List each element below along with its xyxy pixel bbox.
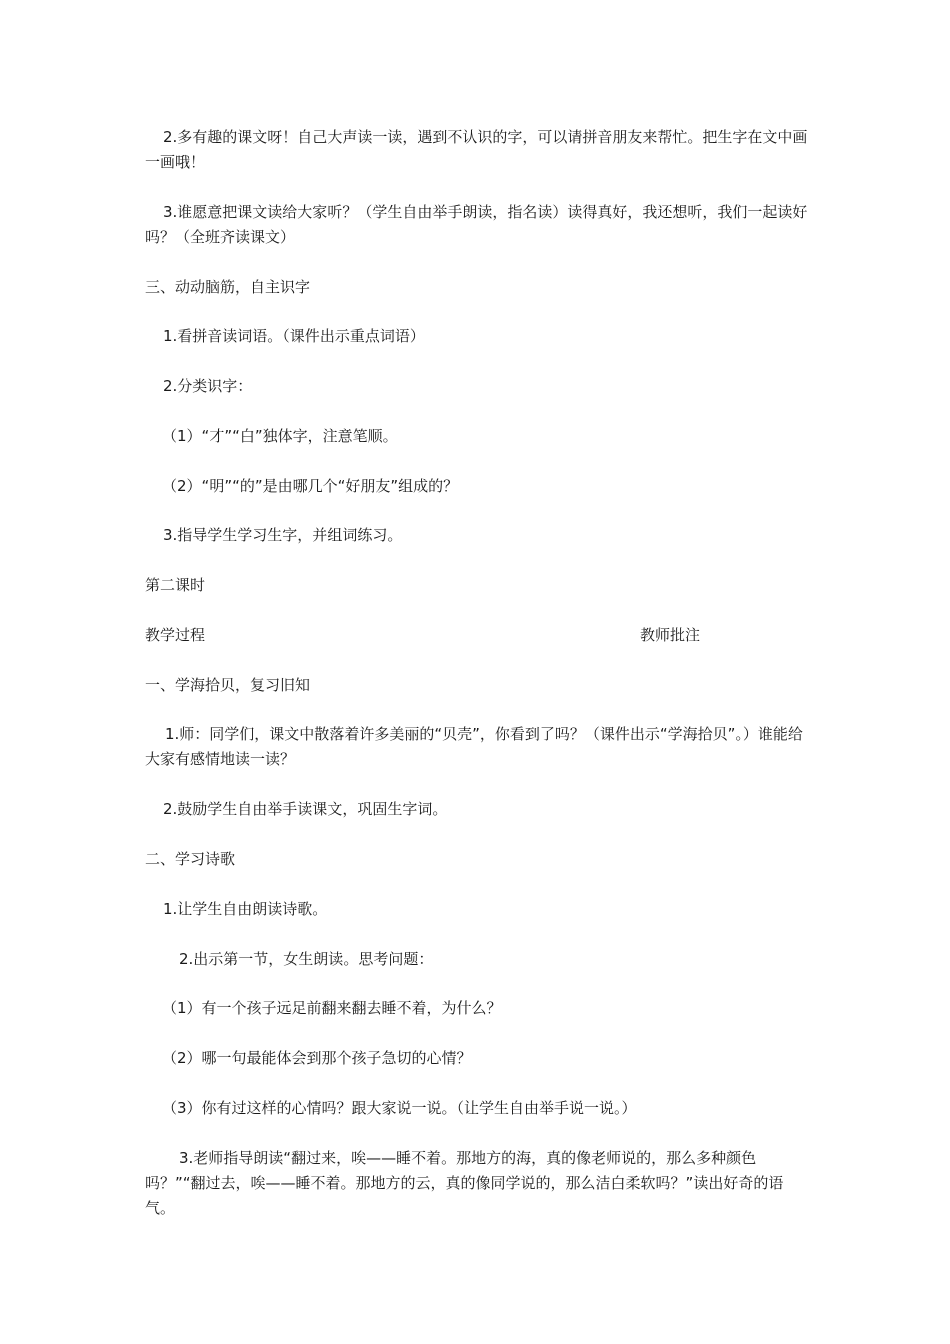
section-heading-poem: 二、学习诗歌 <box>145 850 236 868</box>
teacher-notes-label: 教师批注 <box>640 626 701 644</box>
paragraph-free-reading: 1.让学生自由朗读诗歌。 <box>163 900 328 918</box>
teaching-process-label: 教学过程 <box>145 626 206 644</box>
sub-item-1: （1）“才”“白”独体字，注意笔顺。 <box>162 427 398 445</box>
paragraph-read-aloud: 2.多有趣的课文呀！自己大声读一读，遇到不认识的字，可以请拼音朋友来帮忙。把生字在文中画一画哦！ <box>145 128 808 171</box>
lesson-title: 第二课时 <box>145 576 206 594</box>
paragraph-encourage-reading: 2.鼓励学生自由举手读课文，巩固生字词。 <box>163 800 448 818</box>
paragraph-shells: 1.师：同学们，课文中散落着许多美丽的“贝壳”，你看到了吗？（课件出示“学海拾贝”。）谁能给大家有感情地读一读？ <box>145 725 803 768</box>
column-header-row <box>145 623 810 648</box>
paragraph-read-to-class: 3.谁愿意把课文读给大家听？（学生自由举手朗读，指名读）读得真好，我还想听，我们一起读好吗？（全班齐读课文） <box>145 203 808 246</box>
paragraph-first-section: 2.出示第一节，女生朗读。思考问题： <box>179 950 434 968</box>
question-1: （1）有一个孩子远足前翻来翻去睡不着，为什么？ <box>162 999 502 1017</box>
paragraph-pinyin-words: 1.看拼音读词语。（课件出示重点词语） <box>163 327 425 345</box>
section-heading-literacy: 三、动动脑筋，自主识字 <box>145 278 311 296</box>
sub-item-2: （2）“明”“的”是由哪几个“好朋友”组成的？ <box>162 477 459 495</box>
paragraph-classify-characters: 2.分类识字： <box>163 377 253 395</box>
section-heading-review: 一、学海拾贝，复习旧知 <box>145 676 311 694</box>
question-2: （2）哪一句最能体会到那个孩子急切的心情？ <box>162 1049 472 1067</box>
paragraph-guide-characters: 3.指导学生学习生字，并组词练习。 <box>163 526 403 544</box>
paragraph-guided-reading: 3.老师指导朗读“翻过来，唉——睡不着。那地方的海，真的像老师说的，那么多种颜色吗？”“翻过去，唉——睡不着。那地方的云，真的像同学说的，那么洁白柔软吗？”读出好奇的语气。 <box>145 1149 784 1217</box>
question-3: （3）你有过这样的心情吗？跟大家说一说。（让学生自由举手说一说。） <box>162 1099 637 1117</box>
